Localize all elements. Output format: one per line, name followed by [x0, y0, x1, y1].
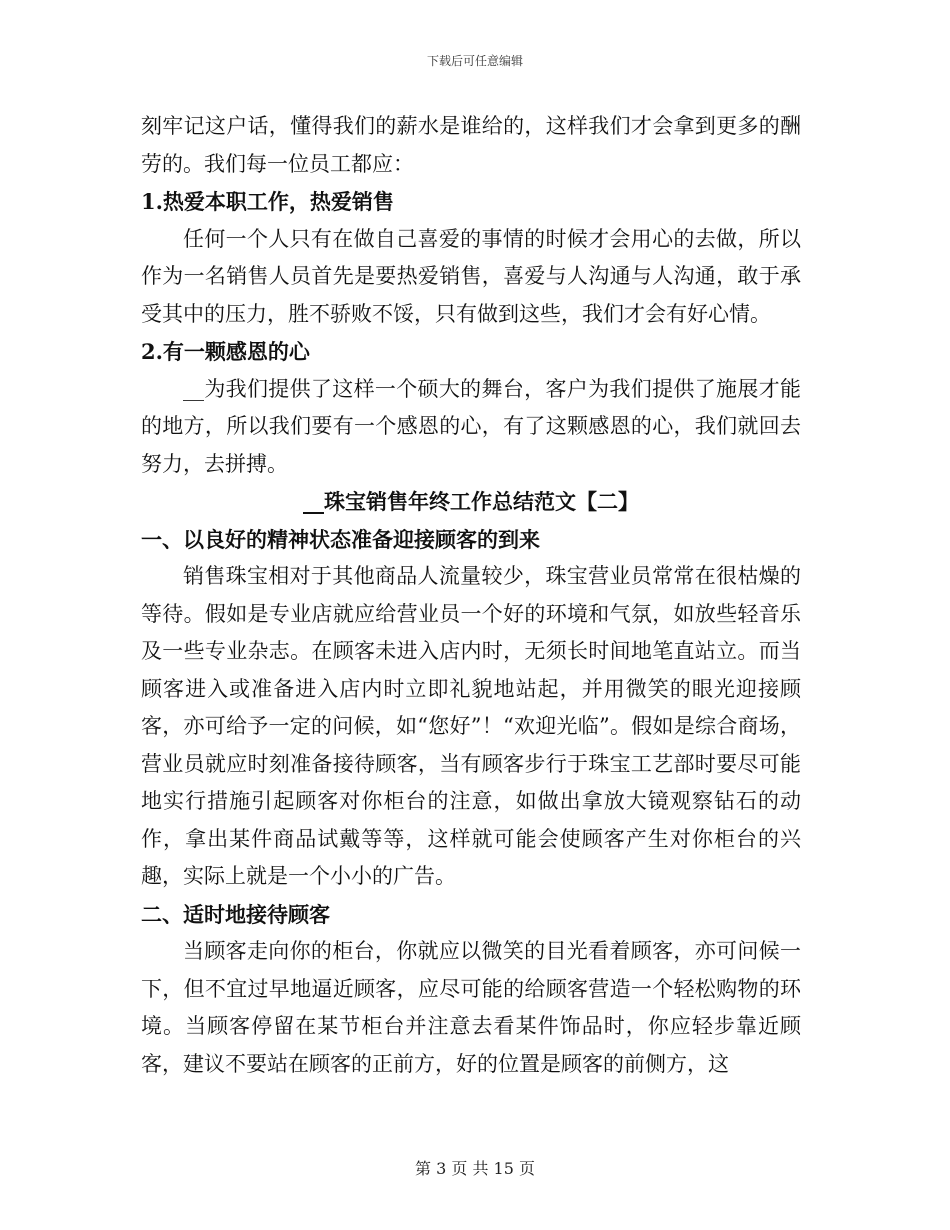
heading-gratitude: 2.有一颗感恩的心 [141, 339, 310, 364]
section-title: __珠宝销售年终工作总结范文【二】 [303, 489, 639, 514]
heading-greet-customers: 一、以良好的精神状态准备迎接顾客的到来 [141, 526, 540, 552]
paragraph-1: 刻牢记这户话，懂得我们的薪水是谁给的，这样我们才会拿到更多的酬劳的。我们每一位员工都应： [141, 114, 801, 176]
paragraph-5: 当顾客走向你的柜台，你就应以微笑的目光看着顾客，亦可问候一下，但不宜过早地逼近顾客，应尽可能的给顾客营造一个轻松购物的环境。当顾客停留在某节柜台并注意去看某件饰品时，你应轻步靠近顾客，建议不要站在顾客的正前方，好的位置是顾客的前侧方，这 [141, 939, 801, 1076]
document-body [141, 108, 801, 1083]
page-header: 下载后可任意编辑 [426, 54, 523, 68]
page-footer: 第 3 页 共 15 页 [415, 1159, 535, 1178]
heading-love-work: 1.热爱本职工作，热爱销售 [141, 189, 394, 214]
heading-timely-reception: 二、适时地接待顾客 [141, 901, 330, 927]
paragraph-4: 销售珠宝相对于其他商品人流量较少，珠宝营业员常常在很枯燥的等待。假如是专业店就应给营业员一个好的环境和气氛，如放些轻音乐及一些专业杂志。在顾客未进入店内时，无须长时间地笔直站立。而当顾客进入或准备进入店内时立即礼貌地站起，并用微笑的眼光迎接顾客，亦可给予一定的问候，如“您好”！“欢迎光临”。假如是综合商场，营业员就应时刻准备接待顾客，当有顾客步行于珠宝工艺部时要尽可能地实行措施引起顾客对你柜台的注意，如做出拿放大镜观察钻石的动作，拿出某件商品试戴等等，这样就可能会使顾客产生对你柜台的兴趣，实际上就是一个小小的广告。 [141, 564, 801, 888]
paragraph-2: 任何一个人只有在做自己喜爱的事情的时候才会用心的去做，所以作为一名销售人员首先是要热爱销售，喜爱与人沟通与人沟通，敢于承受其中的压力，胜不骄败不馁，只有做到这些，我们才会有好心情。 [141, 226, 801, 326]
paragraph-3: __为我们提供了这样一个硕大的舞台，客户为我们提供了施展才能的地方，所以我们要有一个感恩的心，有了这颗感恩的心，我们就回去努力，去拼搏。 [141, 376, 801, 476]
